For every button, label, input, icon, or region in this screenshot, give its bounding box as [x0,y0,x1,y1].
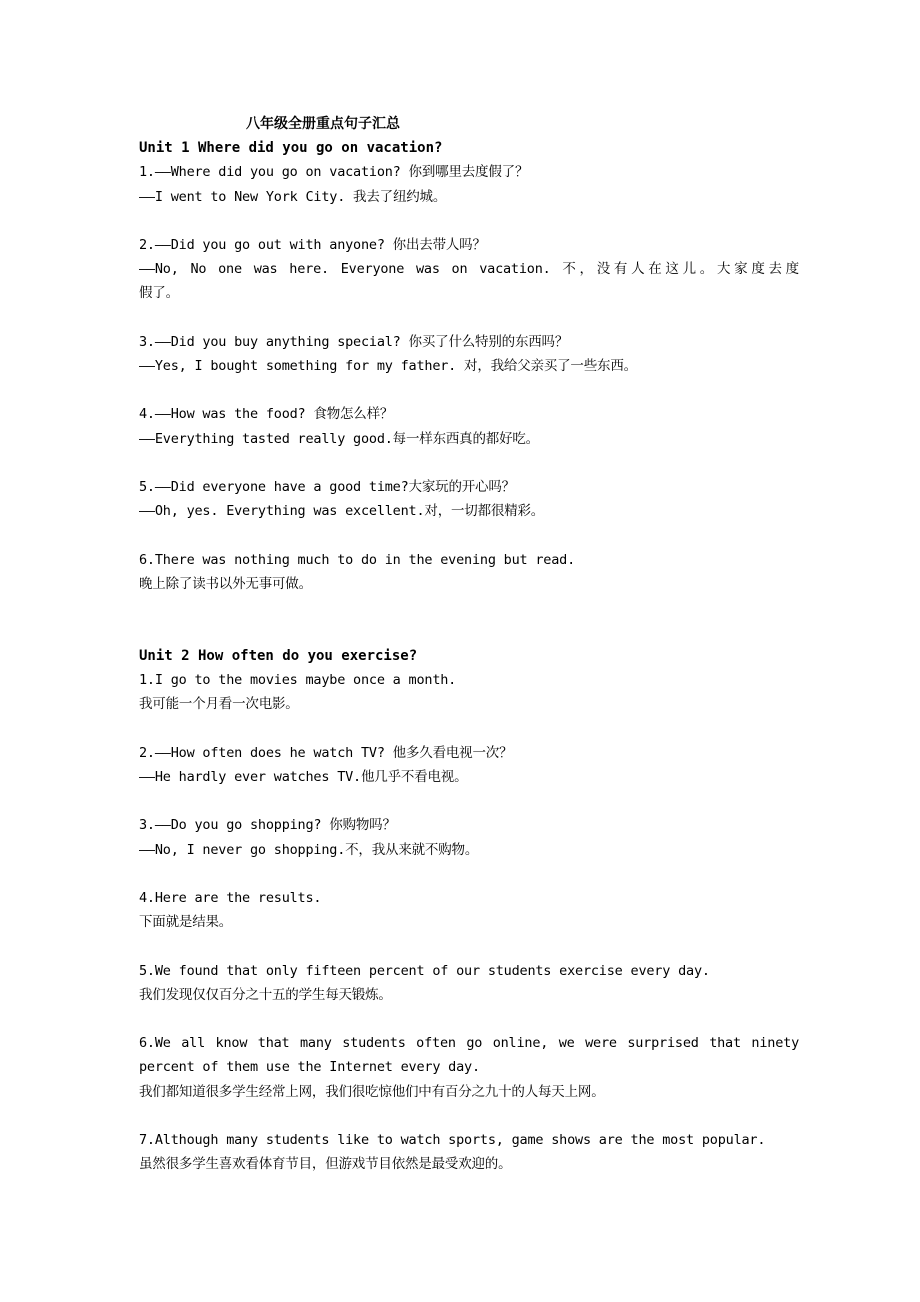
sentence-line: 我们都知道很多学生经常上网，我们很吃惊他们中有百分之九十的人每天上网。 [139,1083,605,1100]
unit-1-section [139,136,799,596]
sentence-line: 1.——Where did you go on vacation? 你到哪里去度假了？ [139,164,529,181]
sentence-line: 7.Although many students like to watch sports, game shows are the most popular. [139,1131,766,1148]
document-page [139,112,799,1176]
unit-2-sentence-4 [139,886,799,934]
sentence-line: percent of them use the Internet every day. [139,1059,480,1076]
document-title: 八年级全册重点句子汇总 [246,116,400,132]
unit-2-sentence-6 [139,1031,799,1104]
sentence-line: ——I went to New York City. 我去了纽约城。 [139,188,447,205]
sentence-line: 5.——Did everyone have a good time?大家玩的开心吗？ [139,478,515,495]
unit-1-sentence-3 [139,330,799,378]
sentence-line: 6.There was nothing much to do in the evening but read. [139,551,576,568]
sentence-line: 1.I go to the movies maybe once a month. [139,672,457,689]
sentence-line: 4.——How was the food? 食物怎么样？ [139,406,394,423]
unit-2-sentence-2 [139,741,799,789]
unit-2-sentence-5 [139,959,799,1007]
unit-1-sentence-6 [139,548,799,596]
sentence-line: ——No, I never go shopping.不，我从来就不购物。 [139,841,479,858]
sentence-line: 3.——Did you buy anything special? 你买了什么特别的东西吗？ [139,333,569,350]
unit-1-sentence-5 [139,475,799,523]
unit-1-sentence-4 [139,402,799,450]
sentence-line: 假了。 [139,285,179,302]
sentence-line: 2.——Did you go out with anyone? 你出去带人吗？ [139,237,486,253]
sentence-line: 下面就是结果。 [139,914,233,931]
unit-2-heading: Unit 2 How often do you exercise? [139,647,418,664]
unit-1-sentence-1 [139,160,799,208]
sentence-line: ——Everything tasted really good.每一样东西真的都好吃。 [139,430,539,447]
unit-2-sentence-7 [139,1128,799,1176]
sentence-line: 我们发现仅仅百分之十五的学生每天锻炼。 [139,986,392,1003]
sentence-line: 虽然很多学生喜欢看体育节目，但游戏节目依然是最受欢迎的。 [139,1156,512,1173]
unit-2-sentence-3 [139,813,799,861]
sentence-line: ——He hardly ever watches TV.他几乎不看电视。 [139,768,468,785]
unit-1-sentence-2 [139,233,799,306]
sentence-line: 3.——Do you go shopping? 你购物吗？ [139,817,396,834]
unit-2-sentence-1 [139,668,799,716]
sentence-line: 晚上除了读书以外无事可做。 [139,575,312,592]
sentence-line: 2.——How often does he watch TV? 他多久看电视一次？ [139,744,513,761]
sentence-line: 4.Here are the results. [139,889,322,906]
sentence-line: 6.We all know that many students often go online, we were surprised that ninety [139,1035,799,1052]
sentence-line: ——Oh, yes. Everything was excellent.对，一切都很精彩。 [139,503,545,520]
unit-1-heading: Unit 1 Where did you go on vacation? [139,140,443,157]
sentence-line: 我可能一个月看一次电影。 [139,696,299,713]
unit-2-section [139,644,799,1176]
sentence-line: ——Yes, I bought something for my father. 对，我给父亲买了一些东西。 [139,358,637,374]
sentence-line: ——No, No one was here. Everyone was on vacation. 不，没有人在这儿。大家度去度 [139,261,799,278]
sentence-line: 5.We found that only fifteen percent of our students exercise every day. [139,962,710,979]
